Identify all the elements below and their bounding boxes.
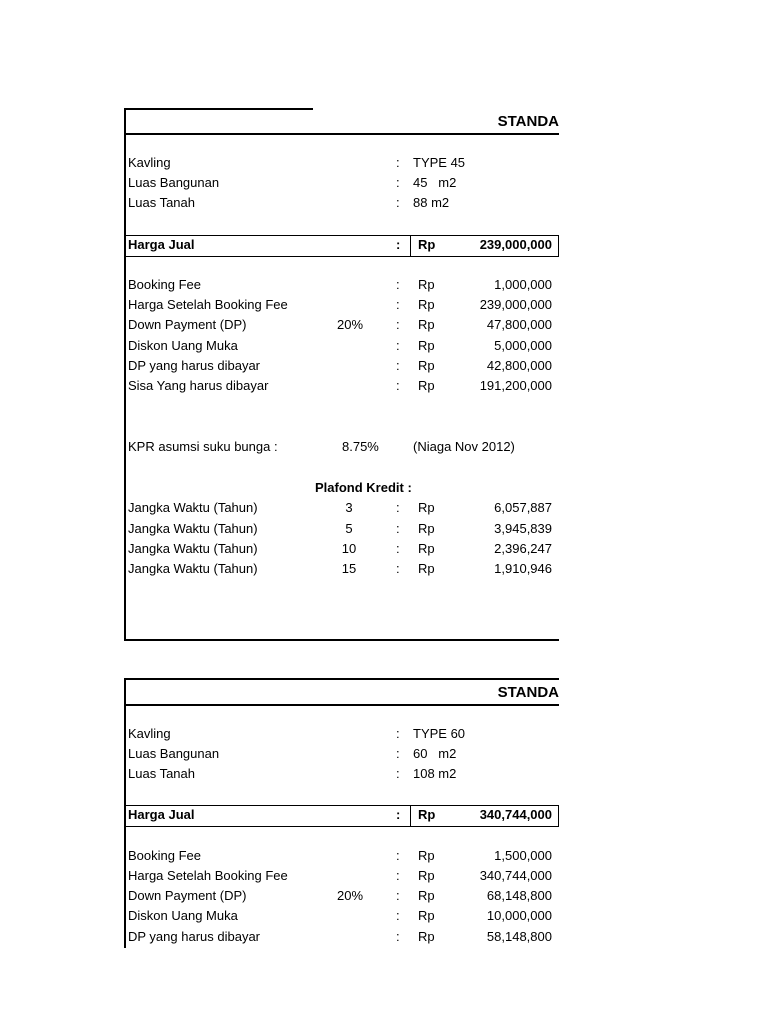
payment-percent: 20% bbox=[337, 317, 364, 332]
payment-currency: Rp bbox=[418, 317, 435, 332]
payment-amount: 58,148,800 bbox=[486, 929, 552, 944]
term-sep: : bbox=[396, 541, 400, 556]
payment-sep: : bbox=[396, 338, 400, 353]
payment-currency: Rp bbox=[418, 378, 435, 393]
spec-value: 108 m2 bbox=[413, 766, 457, 781]
term-years: 10 bbox=[341, 541, 357, 556]
spec-label: Kavling bbox=[128, 726, 171, 741]
term-amount: 6,057,887 bbox=[494, 500, 552, 515]
spec-value: 60 m2 bbox=[413, 746, 457, 761]
term-amount: 2,396,247 bbox=[494, 541, 552, 556]
spec-label: Luas Bangunan bbox=[128, 746, 220, 761]
spec-value: 88 m2 bbox=[413, 195, 450, 210]
term-amount: 3,945,839 bbox=[494, 521, 552, 536]
payment-sep: : bbox=[396, 317, 400, 332]
payment-label: Harga Setelah Booking Fee bbox=[128, 868, 288, 883]
payment-label: Sisa Yang harus dibayar bbox=[128, 378, 269, 393]
payment-label: Diskon Uang Muka bbox=[128, 908, 238, 923]
spec-sep: : bbox=[396, 766, 400, 781]
spec-sep: : bbox=[396, 175, 400, 190]
payment-currency: Rp bbox=[418, 888, 435, 903]
payment-amount: 42,800,000 bbox=[486, 358, 552, 373]
payment-amount: 239,000,000 bbox=[479, 297, 552, 312]
payment-sep: : bbox=[396, 297, 400, 312]
spec-label: Kavling bbox=[128, 155, 171, 170]
payment-currency: Rp bbox=[418, 908, 435, 923]
top-border bbox=[125, 678, 559, 680]
harga-jual-label: Harga Jual bbox=[128, 807, 195, 822]
kpr-label: KPR asumsi suku bunga : bbox=[128, 439, 278, 454]
spec-label: Luas Tanah bbox=[128, 766, 195, 781]
term-currency: Rp bbox=[418, 541, 435, 556]
payment-label: Down Payment (DP) bbox=[128, 317, 247, 332]
payment-currency: Rp bbox=[418, 868, 435, 883]
payment-label: Booking Fee bbox=[128, 848, 201, 863]
payment-amount: 5,000,000 bbox=[494, 338, 552, 353]
spec-value: 45 m2 bbox=[413, 175, 457, 190]
section-title: STANDA bbox=[497, 684, 559, 701]
payment-currency: Rp bbox=[418, 358, 435, 373]
harga-jual-divider bbox=[410, 235, 411, 257]
harga-jual-currency: Rp bbox=[418, 237, 436, 252]
spec-label: Luas Tanah bbox=[128, 195, 195, 210]
term-currency: Rp bbox=[418, 521, 435, 536]
payment-label: Harga Setelah Booking Fee bbox=[128, 297, 288, 312]
spec-sep: : bbox=[396, 726, 400, 741]
payment-label: Down Payment (DP) bbox=[128, 888, 247, 903]
term-years: 5 bbox=[345, 521, 353, 536]
payment-sep: : bbox=[396, 908, 400, 923]
term-label: Jangka Waktu (Tahun) bbox=[128, 521, 258, 536]
payment-sep: : bbox=[396, 358, 400, 373]
payment-label: DP yang harus dibayar bbox=[128, 929, 261, 944]
harga-jual-currency: Rp bbox=[418, 807, 436, 822]
harga-jual-divider bbox=[410, 805, 411, 827]
section-title: STANDA bbox=[497, 113, 559, 130]
term-years: 15 bbox=[341, 561, 357, 576]
payment-amount: 340,744,000 bbox=[479, 868, 552, 883]
kpr-note: (Niaga Nov 2012) bbox=[413, 439, 515, 454]
harga-jual-amount: 340,744,000 bbox=[479, 807, 552, 822]
term-sep: : bbox=[396, 521, 400, 536]
payment-sep: : bbox=[396, 929, 400, 944]
payment-currency: Rp bbox=[418, 338, 435, 353]
payment-label: DP yang harus dibayar bbox=[128, 358, 261, 373]
term-currency: Rp bbox=[418, 561, 435, 576]
term-label: Jangka Waktu (Tahun) bbox=[128, 541, 258, 556]
payment-sep: : bbox=[396, 868, 400, 883]
spec-sep: : bbox=[396, 195, 400, 210]
harga-jual-sep: : bbox=[396, 237, 401, 252]
payment-percent: 20% bbox=[337, 888, 364, 903]
term-currency: Rp bbox=[418, 500, 435, 515]
header-underline bbox=[125, 704, 559, 706]
bottom-border bbox=[125, 639, 559, 641]
payment-amount: 191,200,000 bbox=[479, 378, 552, 393]
left-border bbox=[124, 108, 126, 641]
payment-label: Booking Fee bbox=[128, 277, 201, 292]
term-amount: 1,910,946 bbox=[494, 561, 552, 576]
payment-amount: 68,148,800 bbox=[486, 888, 552, 903]
kpr-rate: 8.75% bbox=[342, 439, 379, 454]
payment-currency: Rp bbox=[418, 848, 435, 863]
term-sep: : bbox=[396, 561, 400, 576]
term-label: Jangka Waktu (Tahun) bbox=[128, 561, 258, 576]
payment-sep: : bbox=[396, 378, 400, 393]
header-underline bbox=[125, 133, 559, 135]
term-label: Jangka Waktu (Tahun) bbox=[128, 500, 258, 515]
harga-jual-amount: 239,000,000 bbox=[479, 237, 552, 252]
spec-value: TYPE 60 bbox=[413, 726, 466, 741]
top-short-border bbox=[125, 108, 313, 110]
spec-label: Luas Bangunan bbox=[128, 175, 220, 190]
payment-label: Diskon Uang Muka bbox=[128, 338, 238, 353]
spec-sep: : bbox=[396, 155, 400, 170]
payment-currency: Rp bbox=[418, 297, 435, 312]
payment-sep: : bbox=[396, 848, 400, 863]
harga-jual-sep: : bbox=[396, 807, 401, 822]
payment-amount: 10,000,000 bbox=[486, 908, 552, 923]
term-sep: : bbox=[396, 500, 400, 515]
payment-amount: 47,800,000 bbox=[486, 317, 552, 332]
plafond-title: Plafond Kredit : bbox=[315, 480, 412, 495]
payment-sep: : bbox=[396, 277, 400, 292]
harga-jual-label: Harga Jual bbox=[128, 237, 195, 252]
payment-amount: 1,000,000 bbox=[494, 277, 552, 292]
payment-currency: Rp bbox=[418, 929, 435, 944]
spec-value: TYPE 45 bbox=[413, 155, 466, 170]
term-years: 3 bbox=[345, 500, 353, 515]
payment-currency: Rp bbox=[418, 277, 435, 292]
spec-sep: : bbox=[396, 746, 400, 761]
payment-amount: 1,500,000 bbox=[494, 848, 552, 863]
payment-sep: : bbox=[396, 888, 400, 903]
